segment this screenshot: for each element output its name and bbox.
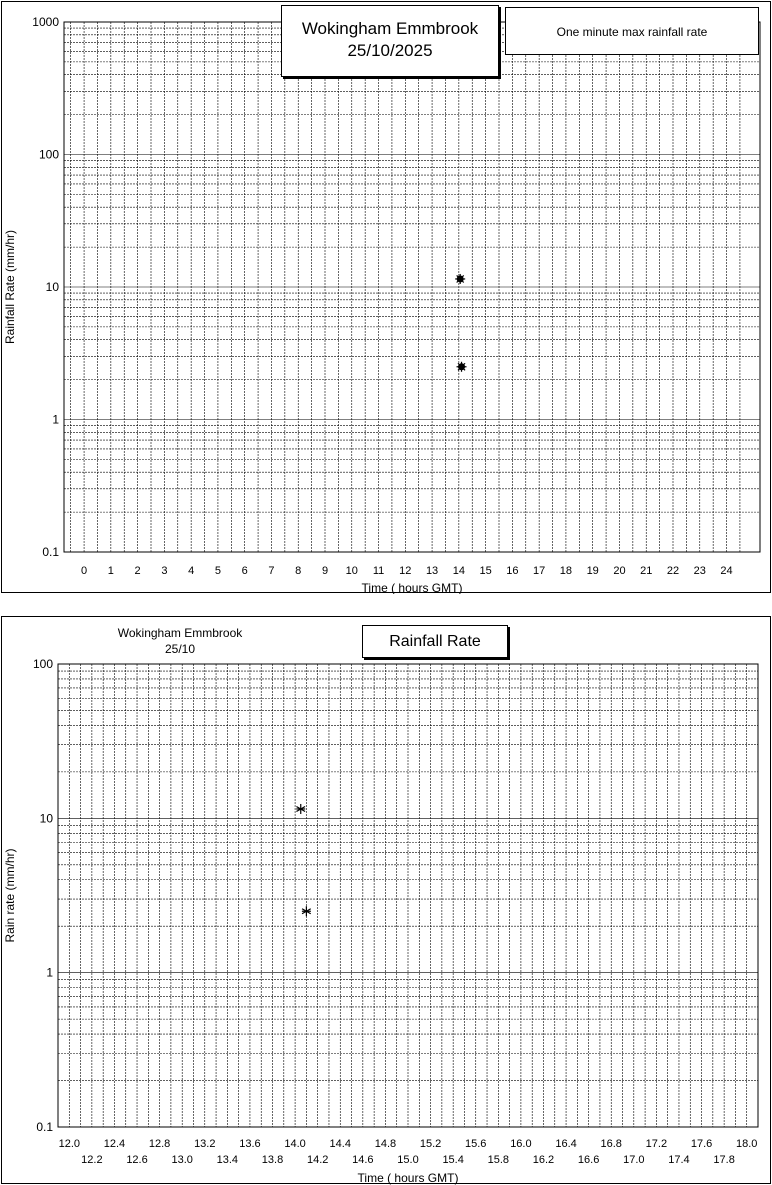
x-tick-label: 14.6 bbox=[352, 1154, 374, 1166]
x-tick-label: 24 bbox=[720, 565, 733, 577]
x-tick-label: 3 bbox=[161, 565, 168, 577]
x-tick-label: 4 bbox=[188, 565, 195, 577]
x-tick-label: 11 bbox=[372, 565, 385, 577]
x-tick-label: 12.8 bbox=[148, 1138, 171, 1150]
y-tick-label: 10 bbox=[45, 280, 59, 294]
x-tick-label: 6 bbox=[241, 565, 248, 577]
x-tick-label: 1 bbox=[107, 565, 114, 577]
x-tick-label: 8 bbox=[295, 565, 302, 577]
chart-title-box bbox=[362, 625, 508, 658]
legend-box bbox=[505, 7, 759, 55]
y-tick-label: 10 bbox=[39, 811, 53, 826]
x-tick-label: 0 bbox=[81, 565, 88, 577]
y-tick-label: 0.1 bbox=[42, 545, 59, 559]
data-point bbox=[296, 804, 305, 814]
daily-rainfall-chart bbox=[1, 1, 771, 593]
y-axis-label: Rainfall Rate (mm/hr) bbox=[3, 229, 17, 345]
station-date: 25/10 bbox=[164, 642, 196, 656]
x-tick-label: 17.4 bbox=[668, 1154, 690, 1166]
zoomed-rainfall-chart bbox=[1, 616, 771, 1184]
x-tick-label: 16 bbox=[506, 565, 519, 577]
x-tick-label: 13.2 bbox=[194, 1138, 216, 1150]
y-tick-label: 100 bbox=[32, 657, 53, 671]
legend-label: One minute max rainfall rate bbox=[556, 25, 708, 39]
x-tick-label: 13 bbox=[425, 565, 439, 577]
station-name: Wokingham Emmbrook bbox=[117, 626, 243, 640]
x-tick-label: 21 bbox=[640, 565, 653, 577]
x-tick-label: 12.6 bbox=[126, 1154, 148, 1166]
x-tick-label: 14.0 bbox=[284, 1138, 306, 1150]
plot-grid bbox=[64, 22, 760, 552]
x-tick-label: 13.4 bbox=[216, 1154, 239, 1166]
x-tick-label: 2 bbox=[134, 565, 141, 577]
x-tick-label: 5 bbox=[214, 565, 221, 577]
chart-title: Rainfall Rate bbox=[389, 633, 481, 650]
x-axis-label: Time ( hours GMT) bbox=[357, 1171, 459, 1185]
x-tick-label: 14.4 bbox=[329, 1138, 351, 1150]
x-tick-label: 22 bbox=[666, 565, 680, 577]
chart-title-box bbox=[281, 5, 499, 77]
x-tick-label: 13.6 bbox=[239, 1138, 261, 1150]
x-tick-label: 17.6 bbox=[690, 1138, 713, 1150]
data-point bbox=[455, 274, 465, 284]
x-tick-label: 13.8 bbox=[261, 1154, 284, 1166]
x-tick-label: 12.0 bbox=[58, 1138, 81, 1150]
chart-subtitle: 25/10/2025 bbox=[347, 41, 433, 60]
x-tick-label: 14 bbox=[452, 565, 465, 577]
x-tick-label: 12.2 bbox=[81, 1154, 103, 1166]
x-tick-label: 17 bbox=[533, 565, 546, 577]
x-tick-label: 12 bbox=[399, 565, 412, 577]
y-axis-label: Rain rate (mm/hr) bbox=[3, 848, 17, 943]
x-tick-label: 16.6 bbox=[577, 1154, 600, 1166]
plot-grid bbox=[58, 664, 758, 1127]
x-tick-label: 16.8 bbox=[600, 1138, 622, 1150]
chart-title: Wokingham Emmbrook bbox=[301, 19, 479, 38]
zoomed-rainfall-plot bbox=[2, 617, 772, 1185]
x-tick-label: 16.2 bbox=[532, 1154, 555, 1166]
x-tick-label: 20 bbox=[613, 565, 626, 577]
x-tick-label: 10 bbox=[345, 565, 358, 577]
x-axis-label: Time ( hours GMT) bbox=[361, 581, 463, 594]
x-tick-label: 14.8 bbox=[374, 1138, 397, 1150]
x-tick-label: 15.2 bbox=[419, 1138, 442, 1150]
x-tick-label: 16.4 bbox=[555, 1138, 577, 1150]
x-tick-label: 17.8 bbox=[713, 1154, 735, 1166]
x-tick-label: 23 bbox=[693, 565, 706, 577]
x-tick-label: 17.0 bbox=[623, 1154, 645, 1166]
y-tick-label: 1 bbox=[52, 412, 59, 427]
x-tick-label: 16.0 bbox=[510, 1138, 532, 1150]
x-tick-label: 18.0 bbox=[735, 1138, 758, 1150]
y-tick-label: 100 bbox=[38, 147, 59, 162]
x-tick-label: 15.6 bbox=[465, 1138, 487, 1150]
data-point bbox=[457, 362, 467, 372]
x-tick-label: 17.2 bbox=[645, 1138, 668, 1150]
x-tick-label: 9 bbox=[321, 565, 329, 577]
data-point bbox=[302, 906, 311, 916]
y-tick-label: 1 bbox=[46, 965, 53, 980]
daily-rainfall-plot bbox=[2, 2, 772, 594]
x-tick-label: 15 bbox=[479, 565, 492, 577]
x-tick-label: 14.2 bbox=[306, 1154, 329, 1166]
station-label bbox=[102, 625, 258, 657]
x-tick-label: 15.0 bbox=[397, 1154, 419, 1166]
x-tick-label: 13.0 bbox=[171, 1154, 193, 1166]
x-tick-label: 15.4 bbox=[442, 1154, 464, 1166]
x-tick-label: 18 bbox=[559, 565, 573, 577]
x-tick-label: 19 bbox=[586, 565, 599, 577]
x-tick-label: 15.8 bbox=[487, 1154, 510, 1166]
y-tick-label: 1000 bbox=[32, 15, 59, 29]
x-tick-label: 7 bbox=[268, 565, 275, 577]
y-tick-label: 0.1 bbox=[36, 1120, 53, 1134]
x-tick-label: 12.4 bbox=[103, 1138, 126, 1150]
